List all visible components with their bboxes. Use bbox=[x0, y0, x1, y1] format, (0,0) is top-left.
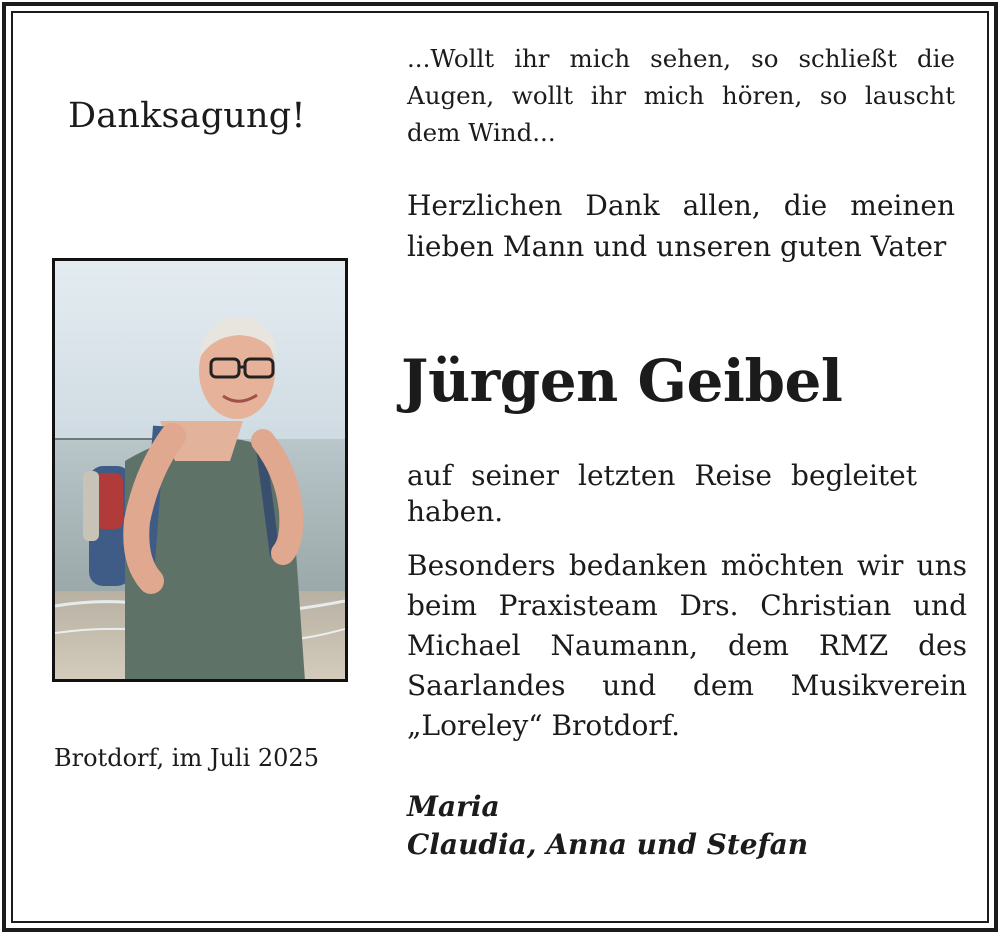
notice-heading: Danksagung! bbox=[68, 96, 306, 136]
thanks-intro: Herzlichen Dank allen, die meinen lieben Mann und unseren guten Vater bbox=[407, 189, 955, 263]
place-date: Brotdorf, im Juli 2025 bbox=[54, 744, 319, 772]
signature bbox=[407, 788, 907, 864]
journey-text: auf seiner letzten Reise begleitet haben. bbox=[407, 459, 917, 528]
portrait-photo bbox=[52, 258, 348, 682]
signature-line-2: Claudia, Anna und Stefan bbox=[407, 828, 809, 861]
left-column bbox=[40, 0, 370, 934]
signature-line-1: Maria bbox=[407, 790, 500, 823]
special-thanks: Besonders bedanken möchten wir uns beim Praxisteam Drs. Christian und Michael Naumann, dem RMZ des Saarlandes und dem Musikverein „Loreley“ Brotdorf. bbox=[407, 549, 967, 742]
deceased-name: Jürgen Geibel bbox=[401, 347, 843, 415]
quote-text: ...Wollt ihr mich sehen, so schließt die Augen, wollt ihr mich hören, so lauscht dem Wind... bbox=[407, 44, 955, 147]
portrait-illustration bbox=[55, 261, 345, 679]
